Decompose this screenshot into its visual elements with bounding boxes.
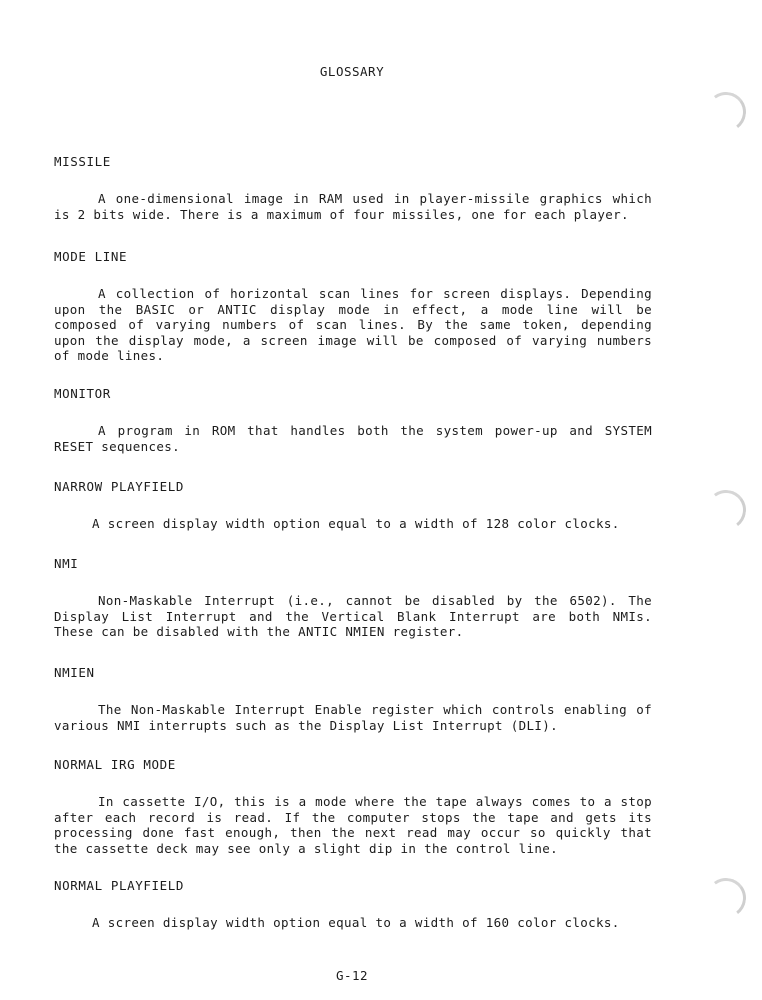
glossary-definition: A one-dimensional image in RAM used in player-missile graphics which is 2 bits wide. There is a maximum of four missiles, one for each player.	[54, 191, 652, 222]
glossary-definition: A screen display width option equal to a width of 160 color clocks.	[92, 915, 620, 930]
glossary-term: NORMAL IRG MODE	[54, 757, 176, 772]
glossary-entry-nmi	[54, 556, 652, 640]
glossary-term: NARROW PLAYFIELD	[54, 479, 185, 494]
glossary-entry-narrow-playfield	[54, 479, 652, 532]
glossary-entry-nmien	[54, 665, 652, 733]
glossary-entry-normal-irg-mode	[54, 757, 652, 856]
glossary-term: MODE LINE	[54, 249, 128, 264]
glossary-term: NMI	[54, 556, 79, 571]
glossary-definition: A screen display width option equal to a width of 128 color clocks.	[92, 516, 620, 531]
glossary-term: MISSILE	[54, 154, 111, 169]
glossary-definition: A collection of horizontal scan lines for screen displays. Depending upon the BASIC or ANTIC display mode in effect, a mode line will be composed of varying numbers of scan lines. By the same token, depending upon the display mode, a screen image will be composed of varying numbers of mode lines.	[54, 286, 652, 363]
glossary-term: NORMAL PLAYFIELD	[54, 878, 185, 893]
binder-hole-icon	[703, 875, 748, 920]
page-number: G-12	[335, 968, 369, 983]
glossary-definition: Non-Maskable Interrupt (i.e., cannot be disabled by the 6502). The Display List Interrupt and the Vertical Blank Interrupt are both NMIs. These can be disabled with the ANTIC NMIEN register.	[54, 593, 652, 639]
binder-hole-icon	[703, 487, 748, 532]
glossary-definition: The Non-Maskable Interrupt Enable register which controls enabling of various NMI interrupts such as the Display List Interrupt (DLI).	[54, 702, 652, 733]
glossary-definition: In cassette I/O, this is a mode where the tape always comes to a stop after each record is read. If the computer stops the tape and gets its processing done fast enough, then the next read may occur so quickly that the cassette deck may see only a slight dip in the control line.	[54, 794, 652, 856]
glossary-entry-normal-playfield	[54, 878, 652, 931]
glossary-entry-monitor	[54, 386, 652, 454]
glossary-entry-missile	[54, 154, 652, 222]
glossary-term: MONITOR	[54, 386, 111, 401]
page-title: GLOSSARY	[319, 64, 385, 79]
glossary-definition: A program in ROM that handles both the system power-up and SYSTEM RESET sequences.	[54, 423, 652, 454]
glossary-entry-mode-line	[54, 249, 652, 364]
binder-hole-icon	[703, 89, 748, 134]
glossary-term: NMIEN	[54, 665, 95, 680]
